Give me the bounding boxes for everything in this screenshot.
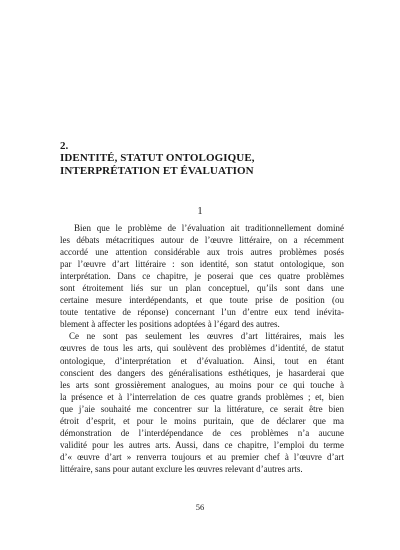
- text-line: les arts sont grossièrement analogues, au moins pour ce qui touche à: [60, 379, 344, 390]
- text-line: conscient des dangers des généralisations esthétiques, je hasarderai que: [60, 367, 344, 378]
- paragraph-2: [60, 330, 344, 475]
- chapter-number: 2.: [60, 140, 69, 152]
- page-number: 56: [195, 502, 205, 512]
- text-line: accordé une attention considérable aux trois autres problèmes posés: [60, 247, 344, 258]
- text-line: les débats métacritiques autour de l’œuvre littéraire, on a récemment: [60, 235, 344, 246]
- text-line: d’« œuvre d’art » renverra toujours et au premier chef à l’œuvre d’art: [60, 451, 344, 462]
- chapter-title-line: INTERPRÉTATION ET ÉVALUATION: [60, 165, 254, 177]
- text-line: Bien que le problème de l’évaluation ait traditionnellement dominé: [74, 223, 344, 233]
- text-line: validité pour les autres arts. Aussi, dans ce chapitre, l’emploi du terme: [60, 439, 344, 450]
- text-line: sont étroitement liés sur un plan conceptuel, qu’ils sont dans une: [60, 283, 344, 294]
- text-line: démonstration de l’interdépendance de ces problèmes n’a aucune: [60, 427, 344, 438]
- chapter-title: [60, 152, 350, 178]
- text-line: étroit d’esprit, et pour le moins puritain, que de déclarer que ma: [60, 415, 344, 426]
- text-line: blement à affecter les positions adoptées à l’égard des autres.: [60, 319, 280, 330]
- text-line: par l’œuvre d’art littéraire : son identité, son statut ontologique, son: [60, 259, 344, 270]
- text-line: littéraire, sans pour autant exclure les œuvres relevant d’autres arts.: [60, 463, 303, 474]
- body-text: [60, 222, 344, 475]
- text-line: que j’aie souhaité me concentrer sur la littérature, ce serait être bien: [60, 403, 344, 414]
- text-line: certaine mesure interdépendants, et que toute prise de position (ou: [60, 295, 344, 306]
- text-line: Ce ne sont pas seulement les œuvres d’art littéraires, mais les: [69, 331, 344, 342]
- text-line: la présence et à l’interrelation de ces quatre grands problèmes ; et, bien: [60, 391, 344, 402]
- text-line: interprétation. Dans ce chapitre, je poserai que ces quatre problèmes: [60, 271, 344, 282]
- text-line: ontologique, d’interprétation et d’évaluation. Ainsi, tout en étant: [60, 355, 344, 366]
- text-line: toute tentative de réponse) concernant l’un d’entre eux tend inévita-: [60, 307, 344, 318]
- paragraph-1: [60, 222, 344, 330]
- text-line: œuvres de tous les arts, qui soulèvent des problèmes d’identité, de statut: [60, 343, 344, 354]
- section-number: 1: [197, 206, 203, 217]
- chapter-title-line: IDENTITÉ, STATUT ONTOLOGIQUE,: [60, 152, 255, 164]
